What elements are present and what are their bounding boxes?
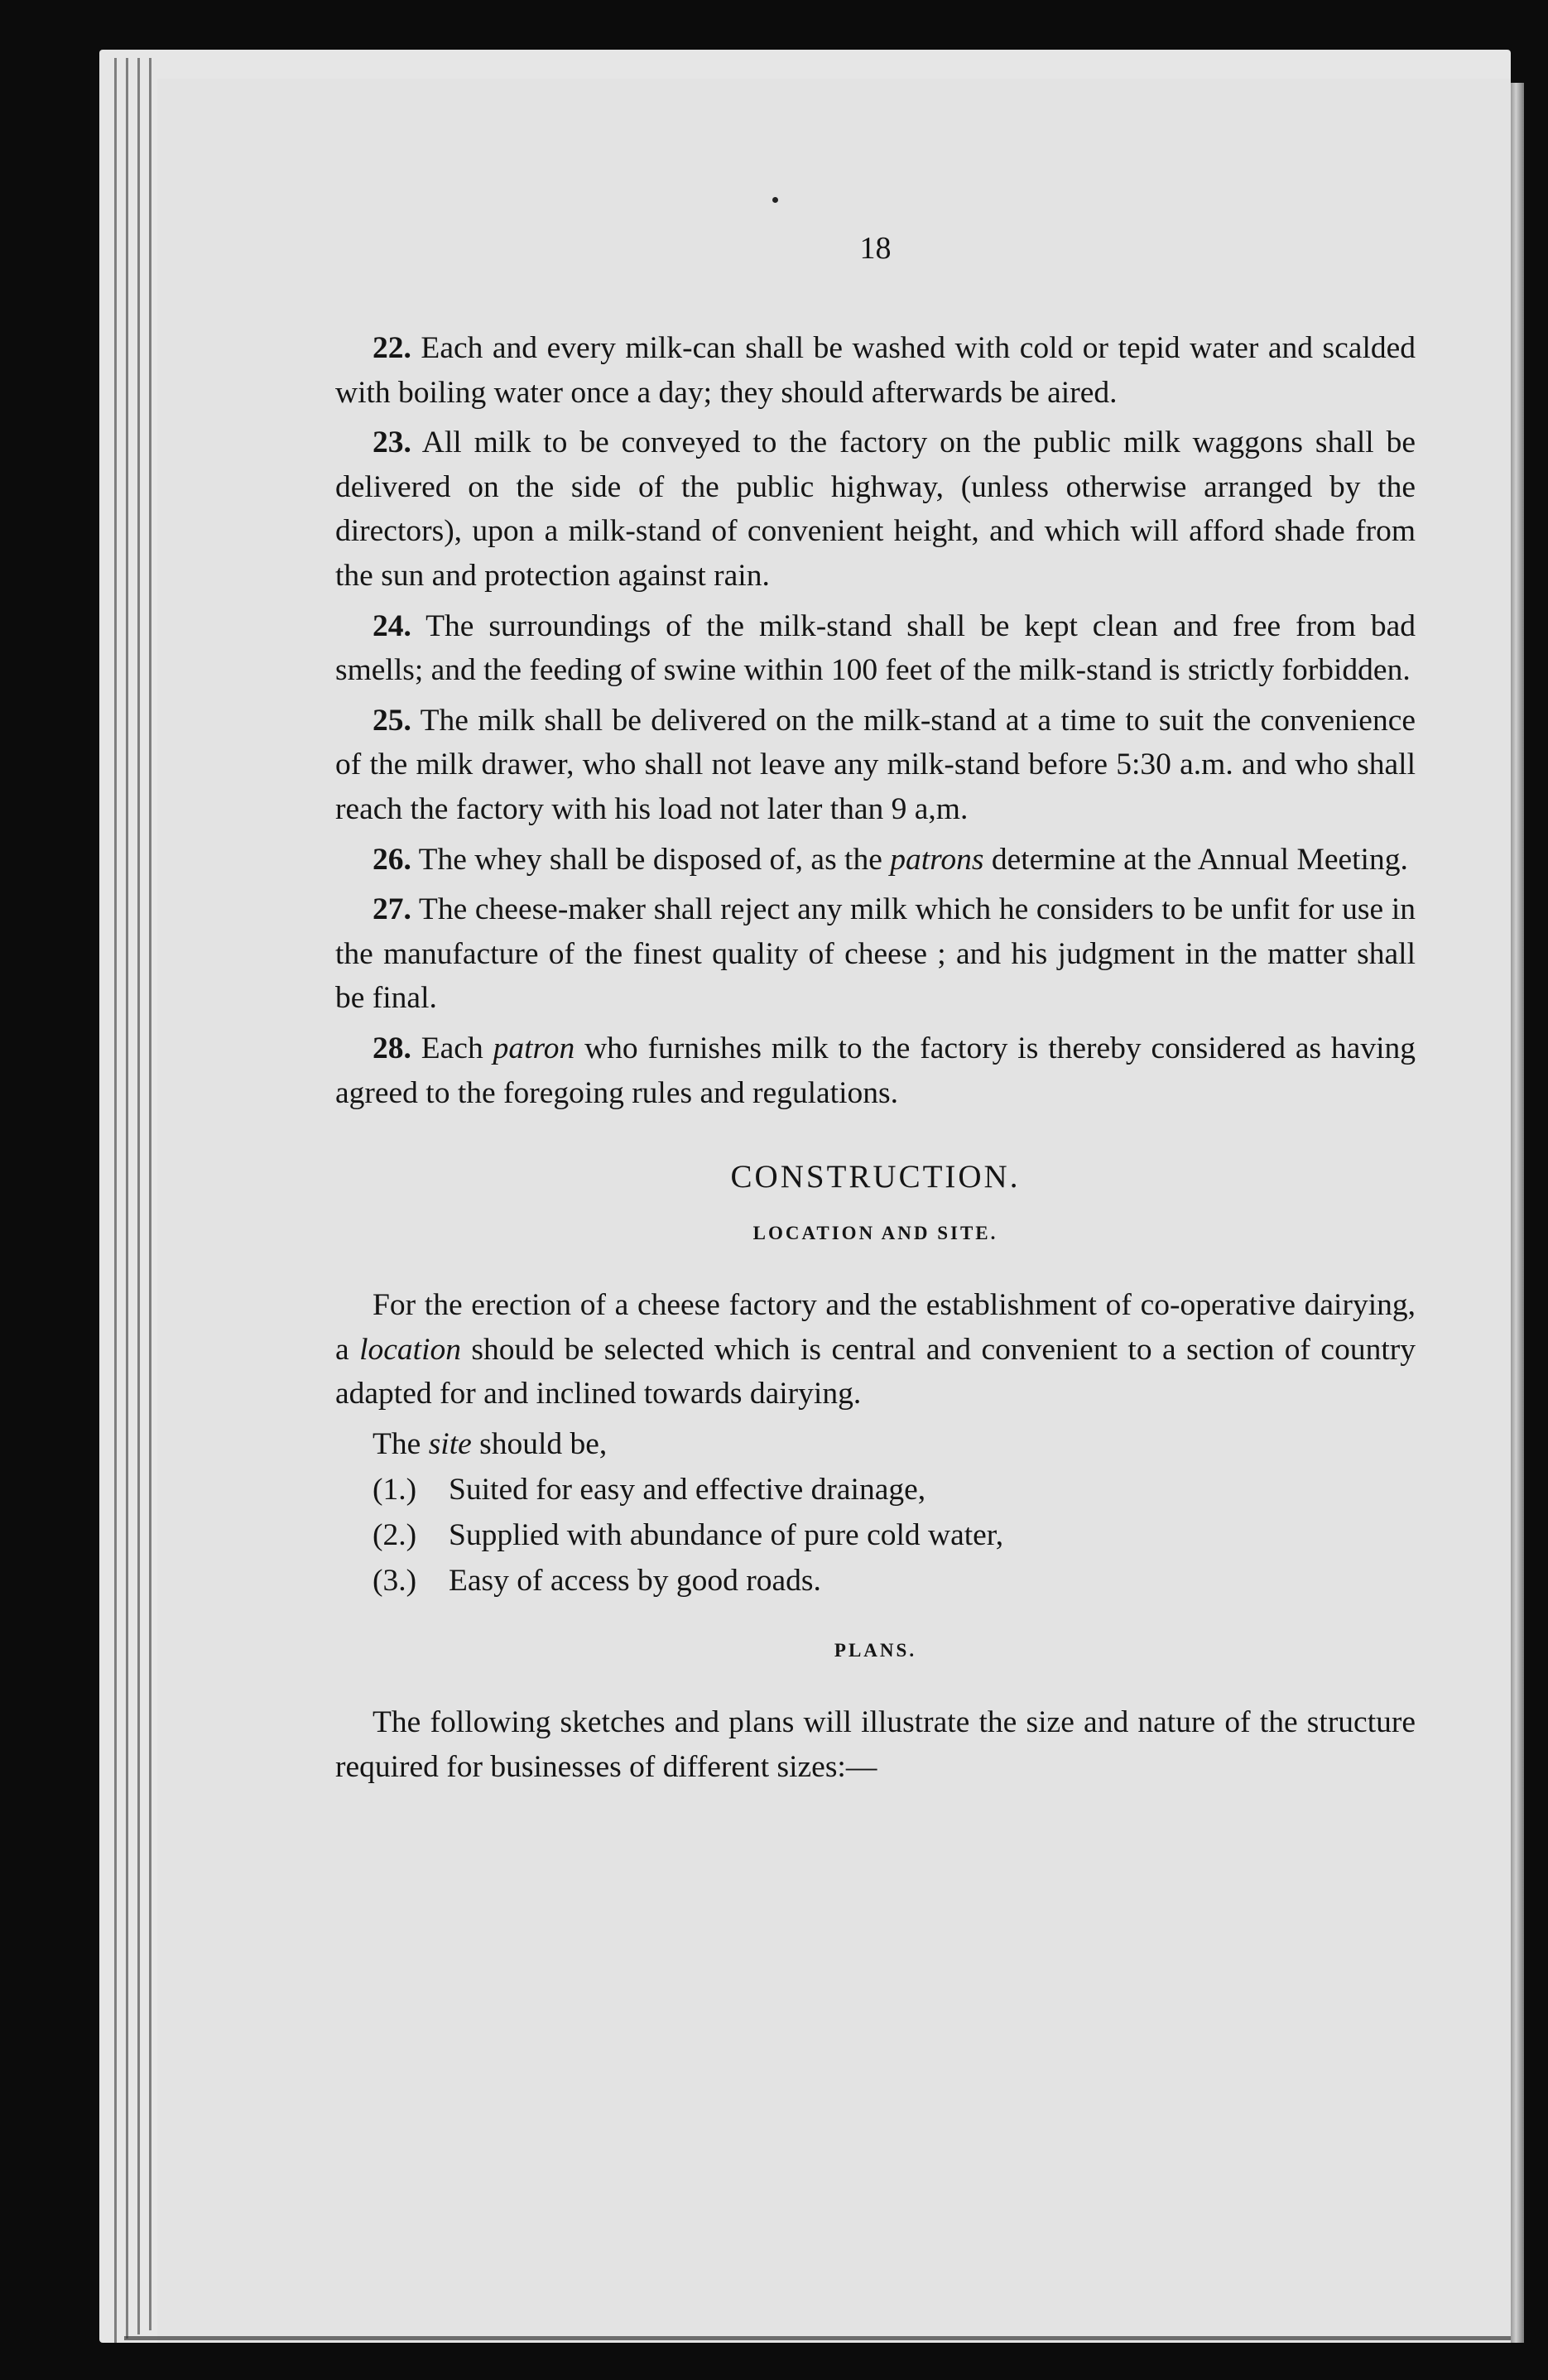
section-heading-construction: CONSTRUCTION. (730, 1159, 1021, 1195)
rule-number: 23. (373, 426, 411, 460)
list-item-text: Supplied with abundance of pure cold water, (449, 1517, 1004, 1552)
site-requirements-list (335, 1467, 1416, 1603)
location-emphasis: location (359, 1332, 461, 1367)
site-intro-before: The (373, 1427, 429, 1462)
rule-25 (335, 699, 1416, 832)
rule-number: 22. (373, 331, 411, 365)
page-text (335, 224, 1416, 1795)
page-right-edge (1511, 83, 1524, 2343)
list-item (373, 1558, 1416, 1603)
location-paragraph (335, 1283, 1416, 1416)
subheading-plans: PLANS. (834, 1639, 917, 1661)
rule-emphasis: patron (493, 1031, 575, 1065)
page-stack-edge (126, 58, 128, 2339)
list-item-text: Suited for easy and effective drainage, (449, 1472, 926, 1507)
list-item-label: (2.) (373, 1517, 417, 1552)
rule-22 (335, 326, 1416, 415)
page-number: 18 (859, 231, 892, 266)
plans-paragraph: The following sketches and plans will illustrate the size and nature of the structure required for businesses of different sizes:— (335, 1705, 1416, 1784)
rule-number: 28. (373, 1031, 411, 1065)
rule-text: The cheese-maker shall reject any milk which he considers to be unfit for use in the manufacture of the finest quality of cheese ; and his judgment in the matter shall be final. (335, 892, 1416, 1016)
page-mark-dot (772, 197, 778, 203)
rule-emphasis: patrons (890, 842, 984, 877)
rule-number: 26. (373, 842, 411, 877)
rule-28 (335, 1027, 1416, 1115)
page-stack-edge (137, 58, 140, 2334)
location-text-before: For the erection of a cheese factory and the establishment of co-operative dairying, a (335, 1288, 1416, 1367)
page-stack-edge (114, 58, 117, 2343)
rule-27 (335, 887, 1416, 1021)
rule-text: All milk to be conveyed to the factory on the public milk waggons shall be delivered on the side of the public highway, (unless otherwise arranged by the directors), upon a milk-stand of convenient height, and which will afford shade from the sun and protection against rain. (335, 426, 1416, 593)
site-intro (335, 1422, 1416, 1467)
rule-text-after: determine at the Annual Meeting. (983, 842, 1408, 877)
list-item-label: (3.) (373, 1563, 417, 1598)
rule-24 (335, 604, 1416, 693)
rule-text: The milk shall be delivered on the milk-stand at a time to suit the convenience of the milk drawer, who shall not leave any milk-stand before 5:30 a.m. and who shall reach the factory with his load not later than 9 a,m. (335, 703, 1416, 826)
rule-number: 24. (373, 608, 411, 643)
rule-number: 25. (373, 703, 411, 738)
rule-26 (335, 838, 1416, 882)
subheading-location-and-site: LOCATION AND SITE. (752, 1222, 998, 1243)
page-stack-edge (149, 58, 151, 2330)
rule-text-before: The whey shall be disposed of, as the (418, 842, 891, 877)
list-item (373, 1467, 1416, 1512)
site-emphasis: site (428, 1427, 472, 1462)
rule-number: 27. (373, 892, 411, 927)
list-item-label: (1.) (373, 1472, 417, 1507)
list-item (373, 1512, 1416, 1558)
page-bottom-edge (124, 2336, 1511, 2340)
rule-text: The surroundings of the milk-stand shall be kept clean and free from bad smells; and the feeding of swine within 100 feet of the milk-stand is strictly forbidden. (335, 608, 1416, 688)
rule-text-before: Each (421, 1031, 493, 1065)
rule-23 (335, 421, 1416, 598)
location-text-after: should be selected which is central and convenient to a section of country adapted for and inclined towards dairying. (335, 1332, 1416, 1411)
site-intro-after: should be, (471, 1427, 608, 1462)
rule-text-after: who furnishes milk to the factory is thereby considered as having agreed to the foregoing rules and regulations. (335, 1031, 1416, 1110)
list-item-text: Easy of access by good roads. (449, 1563, 821, 1598)
rule-text: Each and every milk-can shall be washed with cold or tepid water and scalded with boiling water once a day; they should afterwards be aired. (335, 331, 1416, 410)
